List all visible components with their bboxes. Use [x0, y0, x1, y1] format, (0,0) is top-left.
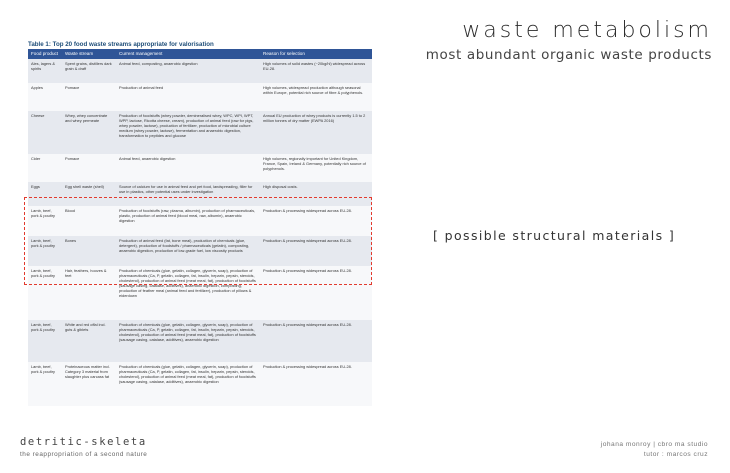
cell-product: Ales, lagers & spirits: [28, 59, 62, 83]
cell-stream: Egg shell waste (shell): [62, 182, 116, 206]
cell-management: Production of animal feed: [116, 83, 260, 111]
cell-management: Source of calcium for use in animal feed and pet food, landspreading, filler for use in plastics, other potential uses under investigation: [116, 182, 260, 206]
cell-management: Production of chemicals (glue, gelatin, collagen, glycerin, soap), production of pharmaceuticals (Ca, P, gelatin, collagen, fat, insulin, heparin, pepsin, steroids, cholesterol), production of animal feed (meat meal, fat), production of foodstuffs (sausage casing, catalase, additives), anaerobic digestion: [116, 362, 260, 406]
table-row: [28, 320, 372, 362]
cell-reason: Production & processing widespread across EU-28.: [260, 266, 372, 320]
cell-management: Production of foodstuffs (whey powder, demineralised whey, WPC, WPI, WPT, WPP, lactose, Ricotta cheese, cream), production of animal feed (raw for pigs, whey powder, lactose), production of fertilizer, production of microbial culture medium (whey powder, lactose), fermentation and anaerobic digestion, transformation to peptides and glucose: [116, 111, 260, 154]
cell-reason: Production & processing widespread across EU-28.: [260, 320, 372, 362]
cell-reason: High volumes of solid wastes (~20kg/hl) widespread across EU-28.: [260, 59, 372, 83]
cell-stream: Blood: [62, 206, 116, 236]
cell-management: Production of foodstuffs (raw, plasma, albumin), production of pharmaceuticals, plastic, production of animal feed (blood meal, raw, albumin), anaerobic digestion: [116, 206, 260, 236]
cell-product: Cider: [28, 154, 62, 182]
cell-reason: Production & processing widespread across EU-28.: [260, 236, 372, 266]
cell-management: Production of chemicals (glue, gelatin, collagen, glycerin, soap), production of pharmaceuticals (Ca, P, gelatin, collagen, fat, insulin, heparin, pepsin, steroids, cholesterol), production of animal feed (meat meal, fat), production of foodstuffs (sausage casing, catalase, additives), anaerobic digestion, composting, production of feather meal (animal feed and fertilizer), production of pillows & eiderdown: [116, 266, 260, 320]
table-row: [28, 111, 372, 154]
cell-product: Lamb, beef, pork & poultry: [28, 236, 62, 266]
table-row: [28, 362, 372, 406]
cell-product: Lamb, beef, pork & poultry: [28, 320, 62, 362]
column-header: Current management: [116, 49, 260, 59]
table-header-row: [28, 49, 372, 59]
cell-reason: High volumes, widespread production although seasonal within Europe, potential rich source of fibre & polyphenols.: [260, 83, 372, 111]
project-name: detritic-skeleta: [20, 436, 147, 448]
column-header: Waste stream: [62, 49, 116, 59]
cell-product: Cheese: [28, 111, 62, 154]
cell-stream: Bones: [62, 236, 116, 266]
cell-stream: Pomace: [62, 154, 116, 182]
cell-reason: Production & processing widespread across EU-28.: [260, 362, 372, 406]
cell-management: Production of chemicals (glue, gelatin, collagen, glycerin, soap), production of pharmaceuticals (Ca, P, gelatin, collagen, fat, insulin, heparin, pepsin, steroids, cholesterol), production of animal feed (meat meal, fat), production of foodstuffs (sausage casing, catalase, additives), anaerobic digestion: [116, 320, 260, 362]
structural-materials-highlight: [24, 197, 372, 285]
credit-tutor: tutor : marcos cruz: [643, 450, 708, 458]
cell-reason: Production & processing widespread across EU-28.: [260, 206, 372, 236]
cell-product: Lamb, beef, pork & poultry: [28, 266, 62, 320]
cell-management: Animal feed, anaerobic digestion: [116, 154, 260, 182]
cell-stream: Spent grains, distillers dark grain & draff: [62, 59, 116, 83]
cell-product: Eggs: [28, 182, 62, 206]
cell-stream: Whey, whey concentrate and whey permeate: [62, 111, 116, 154]
credits: [601, 440, 708, 459]
table-caption: Table 1: Top 20 food waste streams appropriate for valorisation: [28, 41, 214, 48]
credit-studio: johana monroy | cbro ma studio: [600, 441, 708, 448]
page-subtitle: most abundant organic waste products: [425, 47, 712, 63]
table-row: [28, 83, 372, 111]
page-title: waste metabolism: [462, 18, 712, 43]
table-row: [28, 59, 372, 83]
cell-management: Animal feed, composting, anaerobic digestion: [116, 59, 260, 83]
cell-product: Apples: [28, 83, 62, 111]
project-tagline: the reappropriation of a second nature: [20, 451, 148, 458]
cell-reason: Annual EU production of whey products is currently 1.5 to 2 million tonnes of dry matter (EWPA 2016): [260, 111, 372, 154]
cell-stream: Hair, feathers, hooves & feet: [62, 266, 116, 320]
structural-materials-callout: [ possible structural materials ]: [433, 228, 676, 243]
cell-product: Lamb, beef, pork & poultry: [28, 362, 62, 406]
cell-stream: Proteinaceous matter incl. Category 3 material from slaughter plus carcass fat: [62, 362, 116, 406]
cell-product: Lamb, beef, pork & poultry: [28, 206, 62, 236]
column-header: Reason for selection: [260, 49, 372, 59]
cell-management: Production of animal feed (fat, bone meal), production of chemicals (glue, detergent), production of foodstuffs / pharmaceuticals (gelatin), composting, anaerobic digestion, production of low-grade fuel, low viscosity products: [116, 236, 260, 266]
table-row: [28, 154, 372, 182]
cell-stream: Pomace: [62, 83, 116, 111]
cell-stream: White and red offal incl. guts & giblets: [62, 320, 116, 362]
cell-reason: High disposal costs.: [260, 182, 372, 206]
column-header: Food product: [28, 49, 62, 59]
cell-reason: High volumes, regionally important for United Kingdom, France, Spain, Ireland & Germany, potentially rich source of polyphenols.: [260, 154, 372, 182]
